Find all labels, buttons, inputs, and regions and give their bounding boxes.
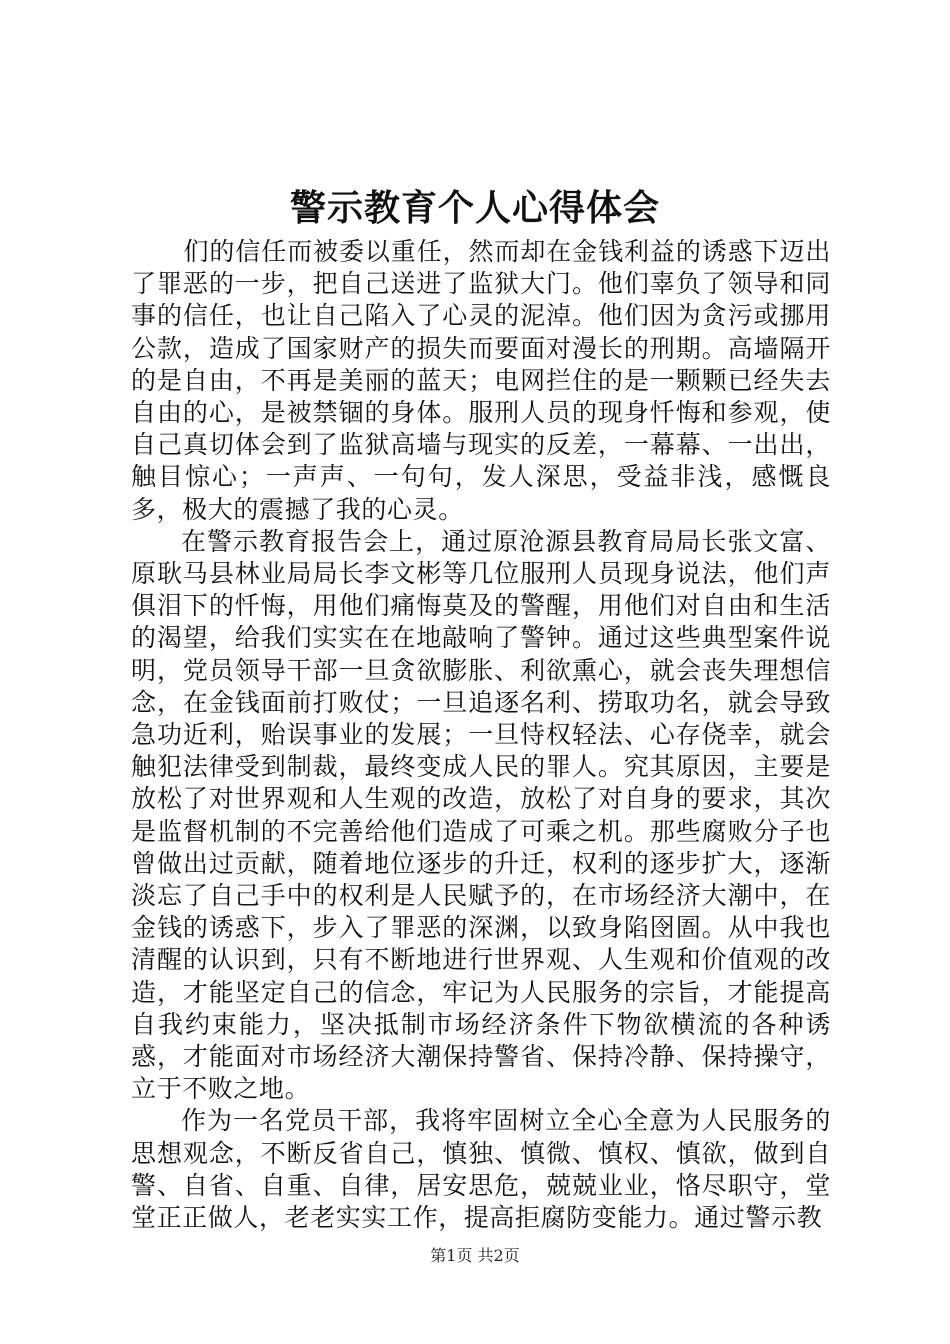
- paragraph-3: 作为一名党员干部，我将牢固树立全心全意为人民服务的思想观念，不断反省自己，慎独、慎微、慎权、慎欲，做到自警、自省、自重、自律，居安思危，兢兢业业，恪尽职守，堂堂正正做人，老老实实工作，提高拒腐防变能力。通过警示教: [131, 1106, 831, 1233]
- document-title: 警示教育个人心得体会: [289, 188, 660, 229]
- page-footer: 第1页 共2页: [430, 1246, 520, 1265]
- paragraph-1: 们的信任而被委以重任，然而却在金钱利益的诱惑下迈出了罪恶的一步，把自己送进了监狱大门。他们辜负了领导和同事的信任，也让自己陷入了心灵的泥淖。他们因为贪污或挪用公款，造成了国家财产的损失而要面对漫长的刑期。高墙隔开的是自由，不再是美丽的蓝天；电网拦住的是一颗颗已经失去自由的心，是被禁锢的身体。服刑人员的现身忏悔和参观，使自己真切体会到了监狱高墙与现实的反差，一幕幕、一出出，触目惊心；一声声、一句句，发人深思，受益非浅，感慨良多，极大的震撼了我的心灵。: [131, 237, 831, 524]
- document-body: [131, 236, 831, 1234]
- paragraph-2: 在警示教育报告会上，通过原沧源县教育局局长张文富、原耿马县林业局局长李文彬等几位服刑人员现身说法，他们声俱泪下的忏悔，用他们痛悔莫及的警醒，用他们对自由和生活的渴望，给我们实实在在地敲响了警钟。通过这些典型案件说明，党员领导干部一旦贪欲膨胀、利欲熏心，就会丧失理想信念，在金钱面前打败仗；一旦追逐名利、捞取功名，就会导致急功近利，贻误事业的发展；一旦恃权轻法、心存侥幸，就会触犯法律受到制裁，最终变成人民的罪人。究其原因，主要是放松了对世界观和人生观的改造，放松了对自身的要求，其次是监督机制的不完善给他们造成了可乘之机。那些腐败分子也曾做出过贡献，随着地位逐步的升迁，权利的逐步扩大，逐渐淡忘了自己手中的权利是人民赋予的，在市场经济大潮中，在金钱的诱惑下，步入了罪恶的深渊，以致身陷囹圄。从中我也清醒的认识到，只有不断地进行世界观、人生观和价值观的改造，才能坚定自己的信念，牢记为人民服务的宗旨，才能提高自我约束能力，坚决抵制市场经济条件下物欲横流的各种诱惑，才能面对市场经济大潮保持警省、保持冷静、保持操守，立于不败之地。: [131, 526, 831, 1104]
